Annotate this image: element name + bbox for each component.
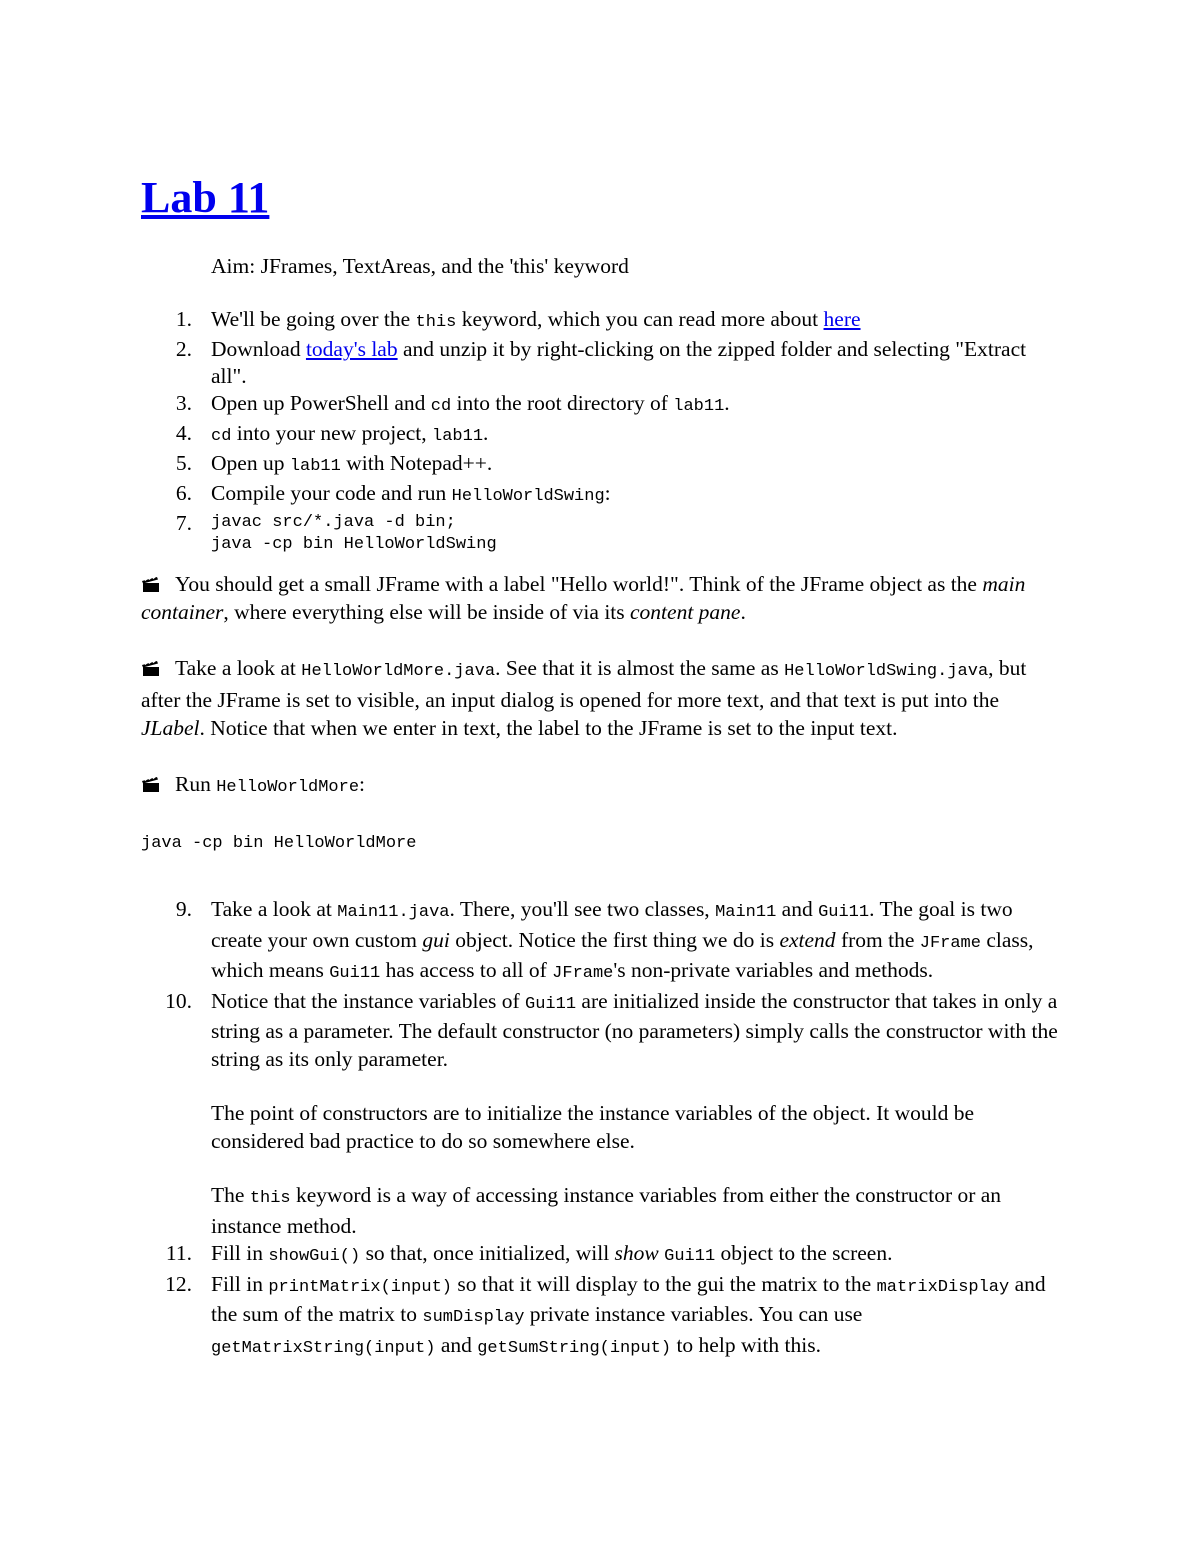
text: Open up PowerShell and <box>211 391 431 415</box>
text: so that it will display to the gui the matrix to the <box>452 1271 877 1296</box>
clapperboard-icon <box>141 660 165 676</box>
text: Notice that the instance variables of <box>211 988 526 1013</box>
list-item <box>0 420 1061 450</box>
list-item <box>0 1271 1061 1363</box>
list-item <box>0 896 1061 988</box>
text: . Notice that when we enter in text, the label to the JFrame is set to the input text. <box>199 716 898 740</box>
todays-lab-link[interactable]: today's lab <box>305 337 398 361</box>
code: cd <box>211 427 232 446</box>
item-number: 5. <box>175 451 192 475</box>
code: this <box>415 313 457 332</box>
code: lab11 <box>673 397 725 416</box>
list-item <box>0 306 1061 336</box>
code: showGui() <box>268 1247 361 1266</box>
text: object. Notice the first thing we do is <box>449 927 780 952</box>
text: . <box>724 391 730 415</box>
text: Open up <box>211 451 290 475</box>
command-line: javac src/*.java -d bin; <box>211 513 456 532</box>
code: Gui11 <box>525 994 577 1014</box>
steps-list <box>0 306 1200 556</box>
item-number: 7. <box>175 511 192 535</box>
text: into the root directory of <box>451 391 674 415</box>
code: this <box>249 1189 291 1208</box>
paragraph <box>211 1182 1061 1240</box>
text: has access to all of <box>380 958 553 982</box>
list-item <box>0 390 1061 420</box>
item-number: 3. <box>175 391 192 415</box>
aim-text: Aim: JFrames, TextAreas, and the 'this' keyword <box>211 254 629 278</box>
text: to help with this. <box>671 1332 821 1357</box>
emphasis: content pane <box>630 600 741 624</box>
emphasis: show <box>614 1241 659 1265</box>
text: We'll be going over the <box>211 307 416 331</box>
text: and the sum of the matrix to <box>211 1271 1046 1326</box>
item-number: 2. <box>175 337 192 361</box>
code: printMatrix(input) <box>268 1277 452 1297</box>
text: keyword, which you can read more about <box>456 307 824 331</box>
code: getMatrixString(input) <box>211 1338 436 1358</box>
code: matrixDisplay <box>876 1277 1010 1297</box>
text: from the <box>835 927 920 952</box>
text: The <box>211 1183 250 1207</box>
list-item <box>0 1240 1061 1271</box>
text: private instance variables. You can use <box>524 1302 863 1326</box>
command-line: java -cp bin HelloWorldSwing <box>211 535 497 554</box>
notes-section <box>141 570 1061 896</box>
emphasis: gui <box>422 927 450 952</box>
item-number: 6. <box>175 481 192 505</box>
command-block <box>211 510 1061 556</box>
text: Take a look at <box>175 656 302 680</box>
emphasis: main container <box>141 572 1026 624</box>
code: HelloWorldSwing.java <box>784 662 989 681</box>
code: sumDisplay <box>422 1308 525 1327</box>
text: . There, you'll see two classes, <box>449 897 716 921</box>
text: Compile your code and run <box>211 481 452 505</box>
code: Main11 <box>715 903 777 922</box>
text: , but after the JFrame is set to visible, an input dialog is opened for more text, and that text is put into the <box>141 656 1027 712</box>
text: . <box>740 600 746 624</box>
text: and <box>435 1332 478 1357</box>
text: are initialized inside the constructor that takes in only a string as a parameter. The default constructor (no parameters) simply calls the constructor with the string as its only parameter. <box>211 988 1058 1071</box>
item-number: 11. <box>165 1241 192 1265</box>
list-item <box>0 480 1061 510</box>
text: and <box>776 897 819 921</box>
clapperboard-icon <box>141 776 165 792</box>
code: lab11 <box>432 427 484 446</box>
page-title[interactable] <box>141 168 269 228</box>
code: JFrame <box>919 933 981 953</box>
text: : <box>604 481 611 505</box>
text: Fill in <box>211 1271 269 1296</box>
code: JFrame <box>552 964 614 983</box>
emphasis: extend <box>779 927 836 952</box>
text: , where everything else will be inside of via its <box>223 600 631 624</box>
steps-list-continued <box>0 896 1200 1362</box>
code: lab11 <box>289 457 341 476</box>
here-link[interactable]: here <box>823 307 861 331</box>
code: HelloWorldSwing <box>451 487 605 506</box>
list-item <box>0 336 1061 390</box>
text: Fill in <box>211 1241 269 1265</box>
text: . <box>483 421 489 445</box>
text: You should get a small JFrame with a label "Hello world!". Think of the JFrame object as the <box>175 572 983 596</box>
note-paragraph <box>141 654 1061 742</box>
list-item <box>0 510 1061 556</box>
text: class, which means <box>211 927 1034 982</box>
code: HelloWorldMore <box>216 778 360 797</box>
text: so that, once initialized, will <box>360 1241 615 1265</box>
text: Run <box>175 772 217 796</box>
list-item <box>0 988 1061 1241</box>
note-paragraph <box>141 570 1061 626</box>
text: keyword is a way of accessing instance variables from either the constructor or an instance method. <box>211 1183 1002 1238</box>
clapperboard-icon <box>141 576 165 592</box>
item-number: 9. <box>175 897 192 921</box>
text: and unzip it by right-clicking on the zipped folder and selecting "Extract all". <box>211 337 1027 388</box>
text: with Notepad++. <box>340 451 493 475</box>
text: : <box>359 772 366 796</box>
code: HelloWorldMore.java <box>301 662 496 681</box>
code: getSumString(input) <box>477 1338 672 1358</box>
code: Gui11 <box>329 964 381 983</box>
text: object to the screen. <box>715 1241 893 1265</box>
item-number: 10. <box>165 988 192 1013</box>
command-line: java -cp bin HelloWorldMore <box>141 834 417 853</box>
text: . See that it is almost the same as <box>495 656 785 680</box>
title-link[interactable]: Lab 11 <box>141 173 270 222</box>
item-number: 4. <box>175 421 192 445</box>
item-number: 12. <box>165 1271 192 1296</box>
code: Main11.java <box>337 903 450 922</box>
list-item <box>0 450 1061 480</box>
note-paragraph <box>141 770 1061 802</box>
text: into your new project, <box>231 421 433 445</box>
code: Gui11 <box>664 1247 716 1266</box>
text: 's non-private variables and methods. <box>613 958 934 982</box>
paragraph: The point of constructors are to initialize the instance variables of the object. It would be considered bad practice to do so somewhere else. <box>211 1101 974 1153</box>
text: . The goal is two create your own custom <box>211 897 1013 952</box>
item-number: 1. <box>175 307 192 331</box>
text: Download <box>211 337 306 361</box>
code: cd <box>430 397 452 416</box>
text: Take a look at <box>211 897 338 921</box>
code: Gui11 <box>818 903 870 922</box>
emphasis: JLabel <box>141 716 200 740</box>
